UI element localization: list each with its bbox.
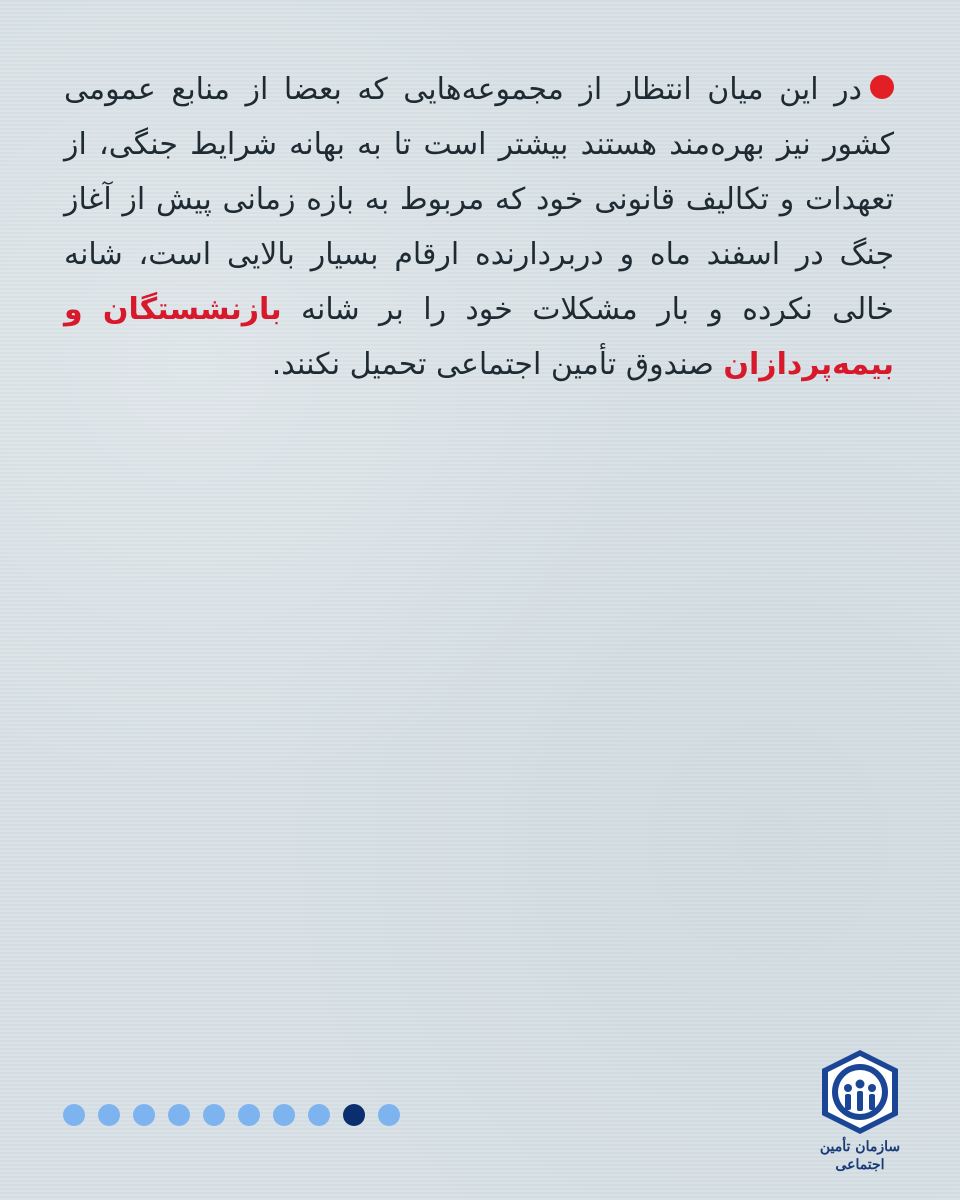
- logo-caption: سازمان تأمین اجتماعی: [819, 1139, 901, 1173]
- organization-logo: [812, 1046, 908, 1176]
- pagination-dot-1[interactable]: [63, 1104, 85, 1126]
- pagination-dot-8[interactable]: [308, 1104, 330, 1126]
- pagination-dot-10[interactable]: [378, 1104, 400, 1126]
- pagination-dot-7[interactable]: [273, 1104, 295, 1126]
- red-bullet-icon: [870, 75, 894, 99]
- pagination-dot-2[interactable]: [98, 1104, 120, 1126]
- pagination-dot-4[interactable]: [168, 1104, 190, 1126]
- pagination-dot-6[interactable]: [238, 1104, 260, 1126]
- carousel-pagination: [63, 1104, 400, 1126]
- pagination-dot-3[interactable]: [133, 1104, 155, 1126]
- paragraph-text-end: صندوق تأمین اجتماعی تحمیل نکنند.: [271, 347, 724, 382]
- main-paragraph: [64, 62, 894, 392]
- social-security-logo-icon: [812, 1046, 908, 1138]
- highlighted-phrase: بازنشستگان و بیمه‌پردازان: [64, 292, 894, 382]
- pagination-dot-9-active[interactable]: [343, 1104, 365, 1126]
- pagination-dot-5[interactable]: [203, 1104, 225, 1126]
- paragraph-text-start: در این میان انتظار از مجموعه‌هایی که بعضا از منابع عمومی کشور نیز بهره‌مند هستند بیشتر است تا به بهانه شرایط جنگی، از تعهدات و تکالیف قانونی خود که مربوط به بازه زمانی پیش از آغاز جنگ در اسفند ماه و دربردارنده ارقام بسیار بالایی است، شانه خالی نکرده و بار مشکلات خود را بر شانه: [64, 72, 894, 327]
